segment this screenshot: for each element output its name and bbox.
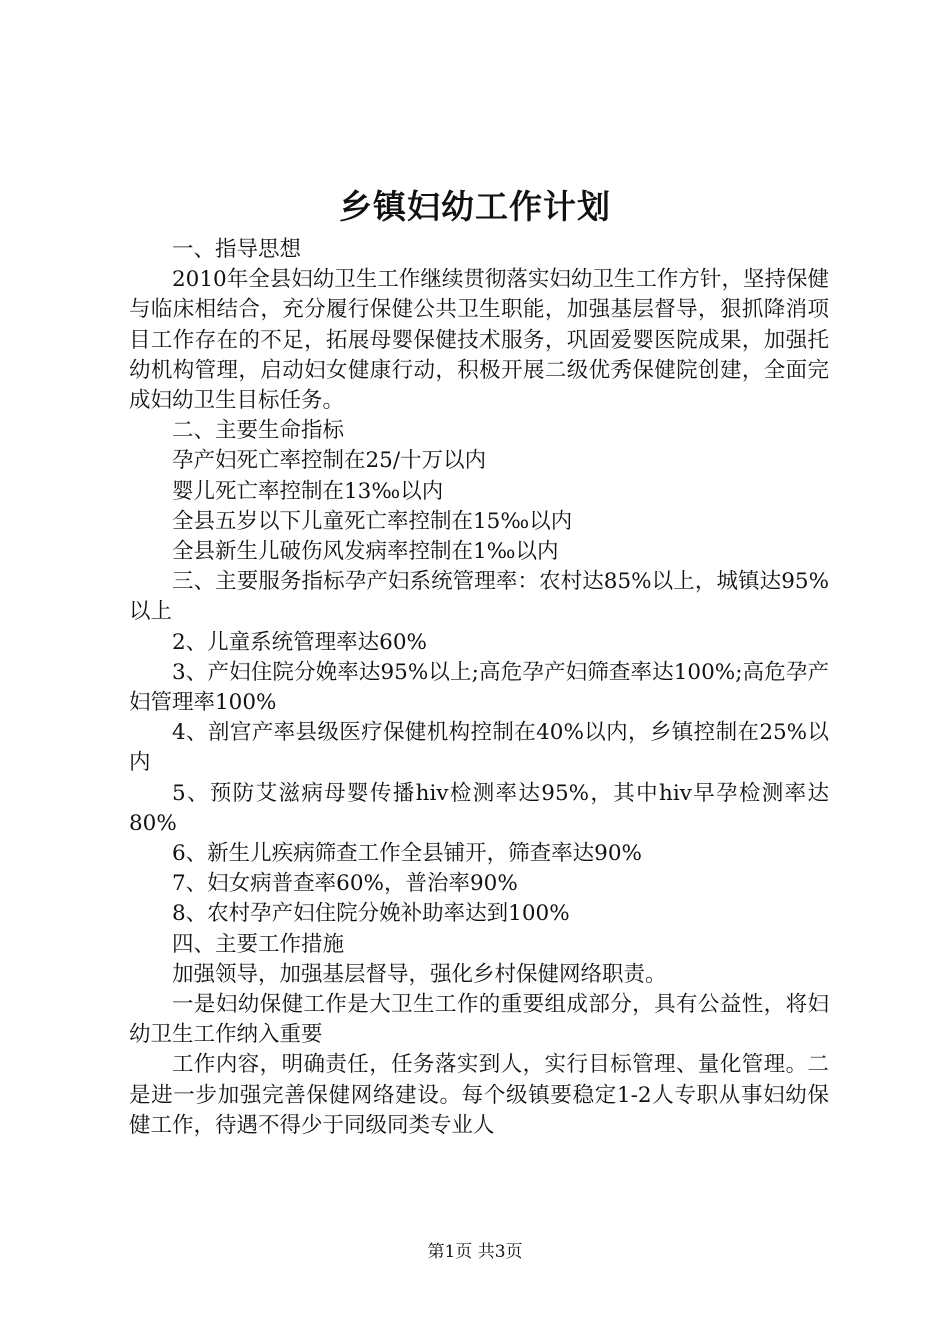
section-heading: 二、主要生命指标 xyxy=(172,418,345,444)
indicator-item: 6、新生儿疾病筛查工作全县铺开，筛查率达90% xyxy=(172,841,642,867)
indicator-item: 3、产妇住院分娩率达95%以上;高危孕产妇筛查率达100%;高危孕产妇管理率100% xyxy=(129,659,829,716)
paragraph: 加强领导，加强基层督导，强化乡村保健网络职责。 xyxy=(172,961,667,987)
indicator-item: 2、儿童系统管理率达60% xyxy=(172,629,427,655)
indicator-item: 全县五岁以下儿童死亡率控制在15‰以内 xyxy=(172,508,573,534)
paragraph: 工作内容，明确责任，任务落实到人，实行目标管理、量化管理。二是进一步加强完善保健网络建设。每个级镇要稳定1-2人专职从事妇幼保健工作，待遇不得少于同级同类专业人 xyxy=(129,1052,829,1138)
section-heading: 一、指导思想 xyxy=(172,237,302,262)
section-heading: 四、主要工作措施 xyxy=(172,931,345,957)
document-title: 乡镇妇幼工作计划 xyxy=(339,187,611,226)
indicator-item: 孕产妇死亡率控制在25/十万以内 xyxy=(172,448,487,474)
indicator-item: 8、农村孕产妇住院分娩补助率达到100% xyxy=(172,901,570,927)
page-footer: 第1页 共3页 xyxy=(427,1242,523,1262)
paragraph: 2010年全县妇幼卫生工作继续贯彻落实妇幼卫生工作方针，坚持保健与临床相结合，充分履行保健公共卫生职能，加强基层督导，狠抓降消项目工作存在的不足，拓展母婴保健技术服务，巩固爱婴医院成果，加强托幼机构管理，启动妇女健康行动，积极开展二级优秀保健院创建，全面完成妇幼卫生目标任务。 xyxy=(129,267,829,414)
indicator-item: 婴儿死亡率控制在13‰以内 xyxy=(172,478,444,504)
section-heading: 三、主要服务指标孕产妇系统管理率：农村达85%以上，城镇达95%以上 xyxy=(129,569,829,625)
document-body xyxy=(129,235,829,1141)
indicator-item: 4、剖宫产率县级医疗保健机构控制在40%以内，乡镇控制在25%以内 xyxy=(129,720,829,776)
indicator-item: 5、预防艾滋病母婴传播hiv检测率达95%，其中hiv早孕检测率达80% xyxy=(129,780,829,836)
paragraph: 一是妇幼保健工作是大卫生工作的重要组成部分，具有公益性，将妇幼卫生工作纳入重要 xyxy=(129,992,829,1048)
indicator-item: 7、妇女病普查率60%，普治率90% xyxy=(172,871,518,897)
indicator-item: 全县新生儿破伤风发病率控制在1‰以内 xyxy=(172,539,559,565)
